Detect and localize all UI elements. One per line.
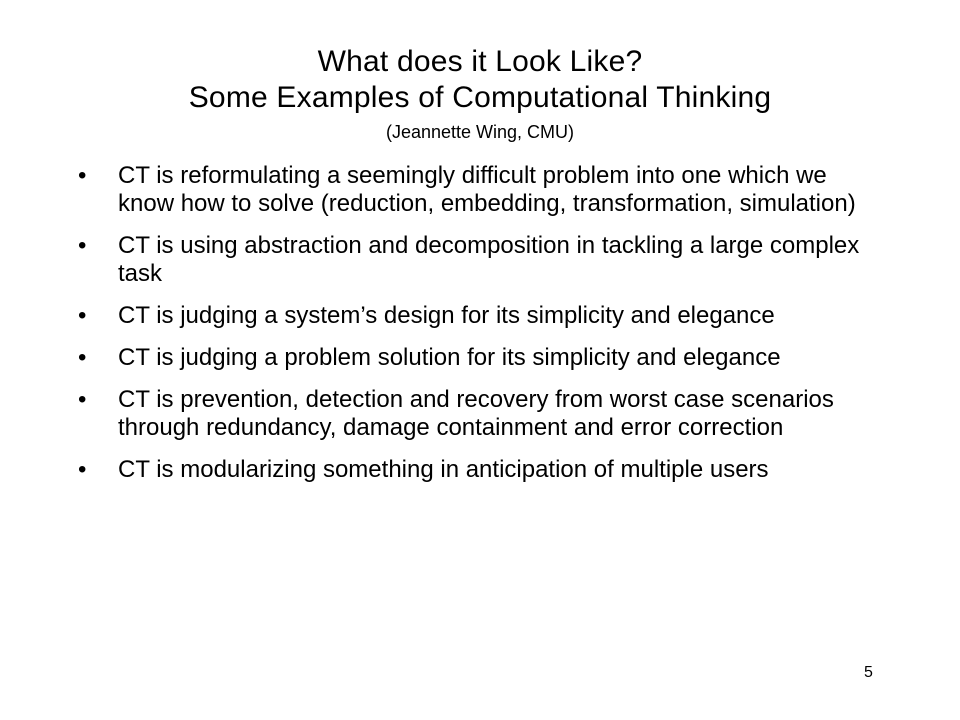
bullet-item-2 [78,232,878,288]
bullet-text: CT is reformulating a seemingly difficult problem into one which we know how to solve (reduction, embedding, transformation, simulation) [118,162,856,217]
bullet-dot-icon: • [78,386,87,413]
bullet-item-5 [78,386,878,442]
bullet-text: CT is modularizing something in anticipation of multiple users [118,456,769,483]
title-line-1: What does it Look Like? [317,45,643,78]
bullet-list [78,162,878,498]
title-line-2: Some Examples of Computational Thinking [188,81,772,114]
bullet-item-1 [78,162,878,218]
bullet-dot-icon: • [78,456,87,483]
bullet-dot-icon: • [78,232,87,259]
bullet-text: CT is prevention, detection and recovery from worst case scenarios through redundancy, damage containment and error correction [118,386,834,441]
subtitle-attribution: (Jeannette Wing, CMU) [385,122,575,142]
bullet-dot-icon: • [78,344,87,371]
bullet-dot-icon: • [78,162,87,189]
bullet-text: CT is judging a system’s design for its simplicity and elegance [118,302,775,329]
bullet-text: CT is using abstraction and decomposition in tackling a large complex task [118,232,860,287]
slide-title [80,44,880,144]
page-number: 5 [864,664,873,681]
bullet-item-3 [78,302,878,330]
bullet-item-6 [78,456,878,484]
bullet-dot-icon: • [78,302,87,329]
bullet-text: CT is judging a problem solution for its simplicity and elegance [118,344,781,371]
bullet-item-4 [78,344,878,372]
